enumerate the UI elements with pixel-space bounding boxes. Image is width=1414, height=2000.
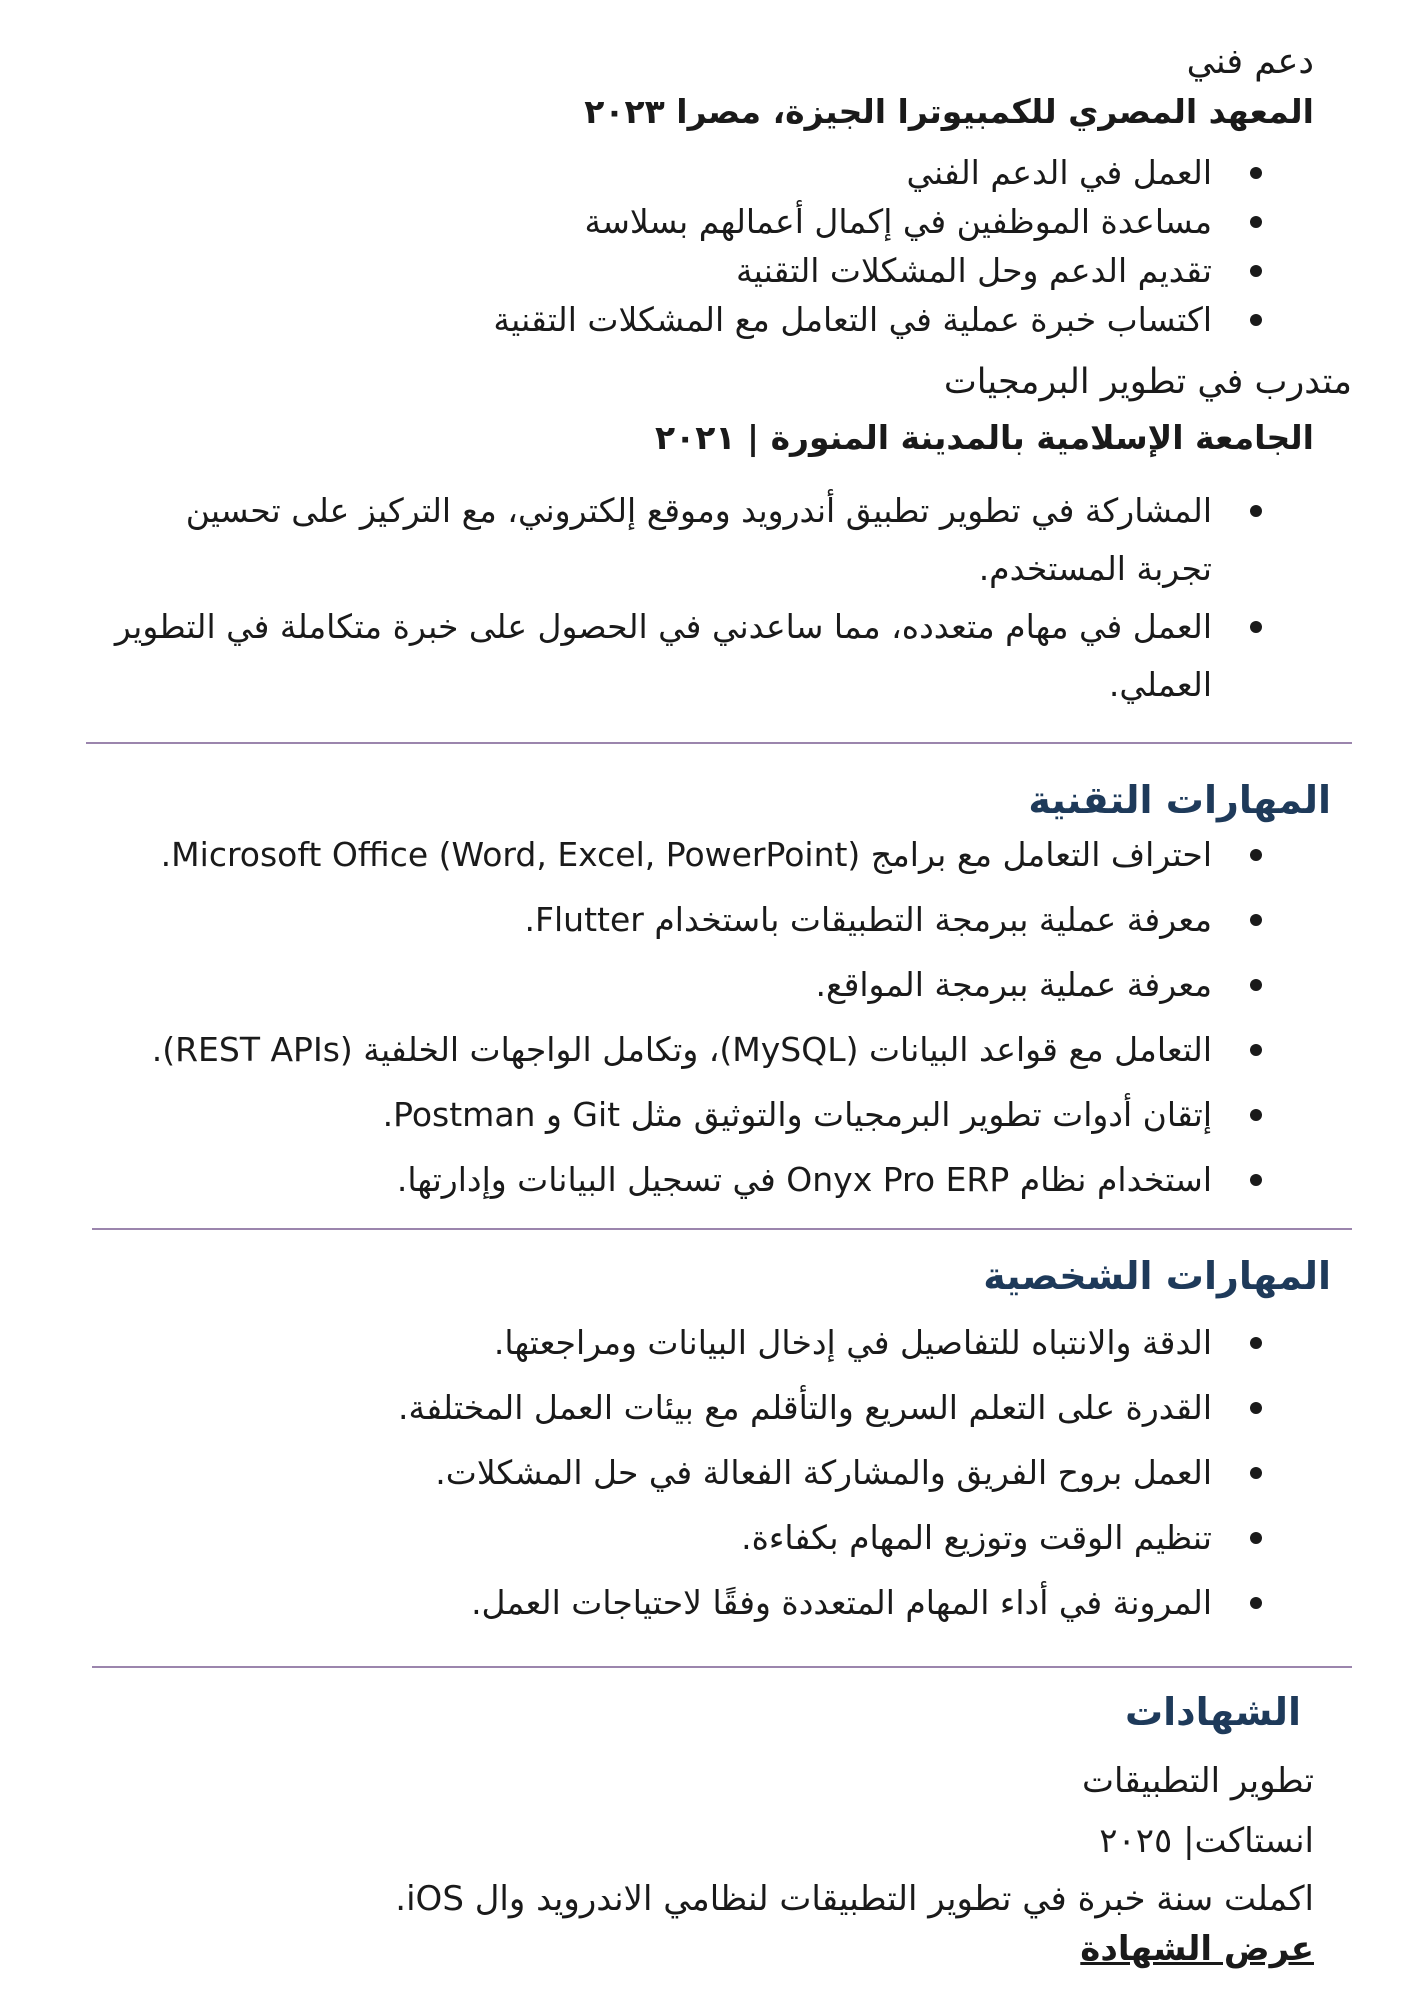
view-certificate-link[interactable]: عرض الشهادة bbox=[1080, 1929, 1314, 1969]
job-bullet-list bbox=[262, 148, 1262, 344]
job-bullet-list bbox=[102, 482, 1262, 714]
section-divider bbox=[92, 1666, 1352, 1668]
list-item: معرفة عملية ببرمجة التطبيقات باستخدام Flutter. bbox=[62, 887, 1262, 952]
bullet-icon bbox=[1250, 1337, 1262, 1349]
job-organization: الجامعة الإسلامية بالمدينة المنورة | ٢٠٢١ bbox=[654, 418, 1314, 457]
section-title: المهارات الشخصية bbox=[983, 1254, 1331, 1298]
bullet-icon bbox=[1250, 314, 1262, 326]
list-item: مساعدة الموظفين في إكمال أعمالهم بسلاسة bbox=[262, 197, 1262, 246]
list-item: معرفة عملية ببرمجة المواقع. bbox=[62, 952, 1262, 1017]
job-title: متدرب في تطوير البرمجيات bbox=[943, 362, 1352, 402]
bullet-icon bbox=[1250, 621, 1262, 633]
list-item: العمل في مهام متعدده، مما ساعدني في الحصول على خبرة متكاملة في التطوير العملي. bbox=[102, 598, 1262, 714]
list-item: العمل في الدعم الفني bbox=[262, 148, 1262, 197]
certificate-issuer: انستاكت| ٢٠٢٥ bbox=[1099, 1821, 1314, 1861]
bullet-icon bbox=[1250, 849, 1262, 861]
bullet-icon bbox=[1250, 505, 1262, 517]
bullet-icon bbox=[1250, 265, 1262, 277]
list-item: اكتساب خبرة عملية في التعامل مع المشكلات التقنية bbox=[262, 295, 1262, 344]
bullet-icon bbox=[1250, 167, 1262, 179]
personal-skills-list bbox=[62, 1310, 1262, 1635]
bullet-icon bbox=[1250, 914, 1262, 926]
bullet-icon bbox=[1250, 1402, 1262, 1414]
list-item: إتقان أدوات تطوير البرمجيات والتوثيق مثل Git و Postman. bbox=[62, 1082, 1262, 1147]
job-organization: المعهد المصري للكمبيوترا الجيزة، مصرا ٢٠٢٣ bbox=[584, 92, 1314, 131]
technical-skills-list bbox=[62, 822, 1262, 1212]
bullet-icon bbox=[1250, 1532, 1262, 1544]
section-divider bbox=[92, 1228, 1352, 1230]
list-item: العمل بروح الفريق والمشاركة الفعالة في حل المشكلات. bbox=[62, 1440, 1262, 1505]
bullet-icon bbox=[1250, 1467, 1262, 1479]
bullet-icon bbox=[1250, 1109, 1262, 1121]
bullet-icon bbox=[1250, 1174, 1262, 1186]
section-divider bbox=[86, 742, 1352, 744]
bullet-icon bbox=[1250, 1597, 1262, 1609]
list-item: تنظيم الوقت وتوزيع المهام بكفاءة. bbox=[62, 1505, 1262, 1570]
section-title: الشهادات bbox=[1124, 1690, 1301, 1734]
list-item: المشاركة في تطوير تطبيق أندرويد وموقع إلكتروني، مع التركيز على تحسين تجربة المستخدم. bbox=[102, 482, 1262, 598]
list-item: احتراف التعامل مع برامج Microsoft Office (Word, Excel, PowerPoint). bbox=[62, 822, 1262, 887]
job-title: دعم فني bbox=[1186, 42, 1314, 82]
list-item: المرونة في أداء المهام المتعددة وفقًا لاحتياجات العمل. bbox=[62, 1570, 1262, 1635]
list-item: تقديم الدعم وحل المشكلات التقنية bbox=[262, 246, 1262, 295]
section-title: المهارات التقنية bbox=[1028, 778, 1331, 822]
list-item: القدرة على التعلم السريع والتأقلم مع بيئات العمل المختلفة. bbox=[62, 1375, 1262, 1440]
list-item: استخدام نظام Onyx Pro ERP في تسجيل البيانات وإدارتها. bbox=[62, 1147, 1262, 1212]
bullet-icon bbox=[1250, 979, 1262, 991]
certificate-description: اكملت سنة خبرة في تطوير التطبيقات لنظامي الاندرويد وال iOS. bbox=[395, 1879, 1314, 1919]
bullet-icon bbox=[1250, 1044, 1262, 1056]
list-item: الدقة والانتباه للتفاصيل في إدخال البيانات ومراجعتها. bbox=[62, 1310, 1262, 1375]
certificate-name: تطوير التطبيقات bbox=[1082, 1761, 1314, 1801]
bullet-icon bbox=[1250, 216, 1262, 228]
list-item: التعامل مع قواعد البيانات (MySQL)، وتكامل الواجهات الخلفية (REST APIs). bbox=[62, 1017, 1262, 1082]
